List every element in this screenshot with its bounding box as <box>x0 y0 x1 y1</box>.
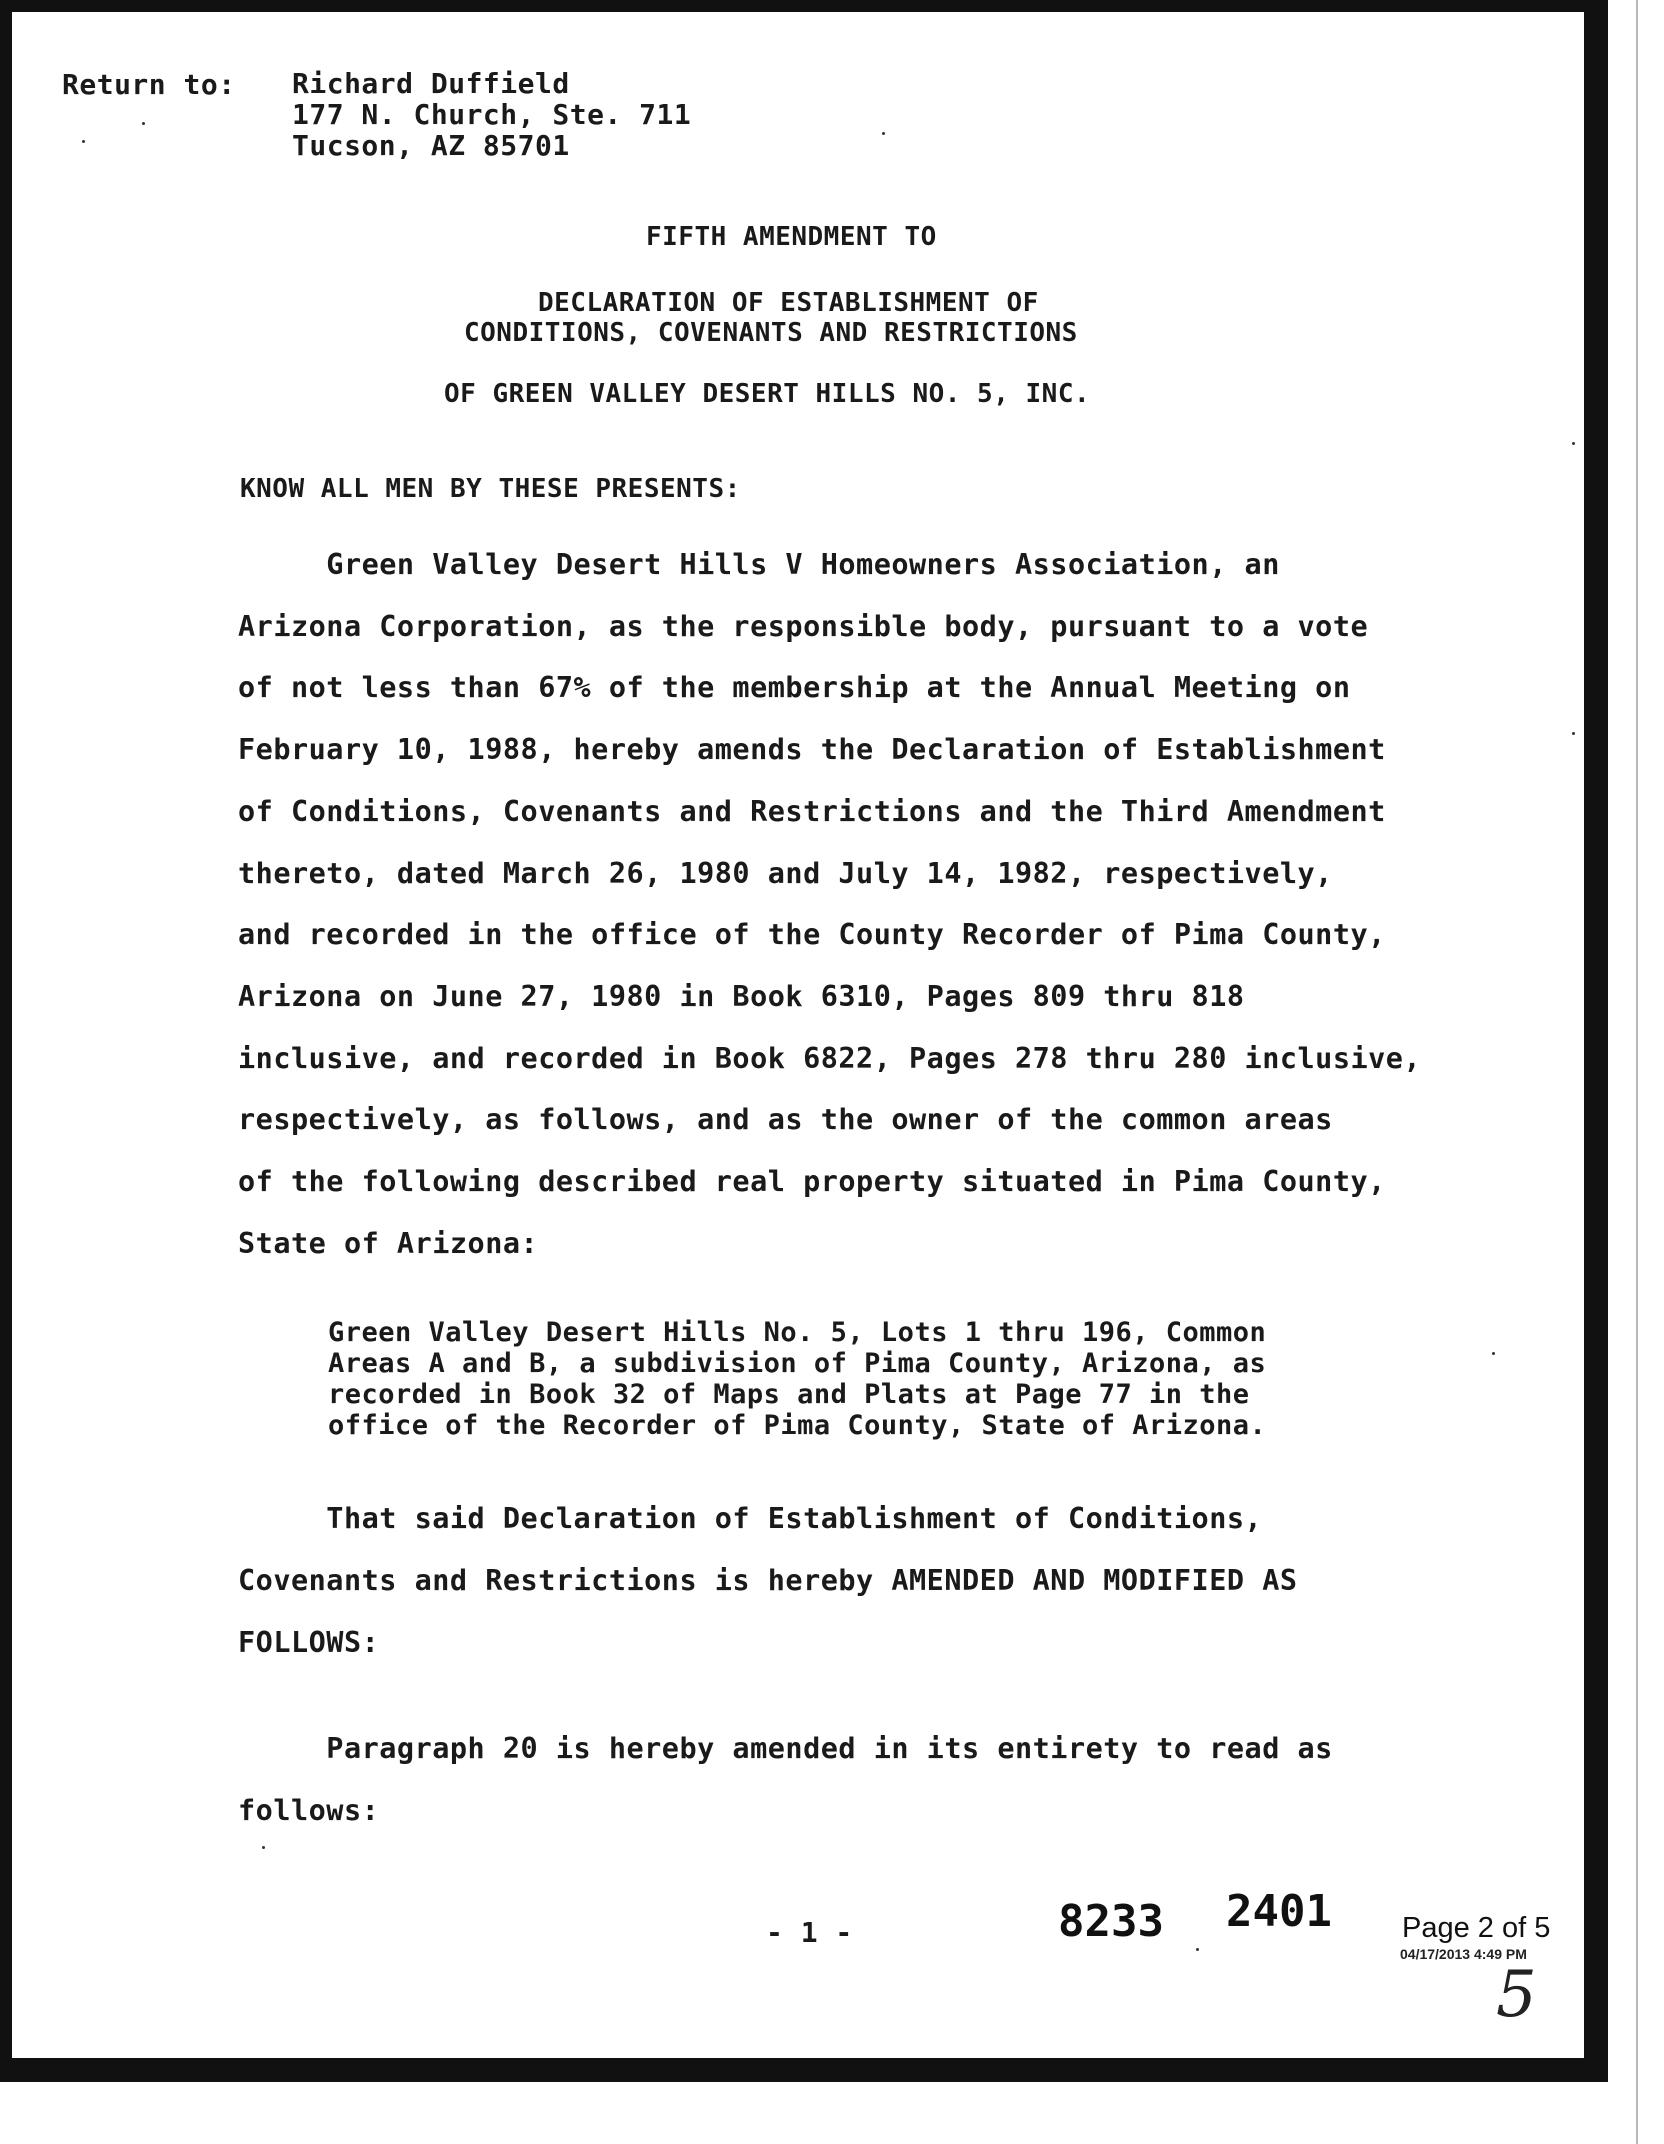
legal-description-line: Areas A and B, a subdivision of Pima County, Arizona, as <box>328 1348 1267 1379</box>
paragraph-1-line: State of Arizona: <box>238 1227 539 1260</box>
paragraph-1-line: of not less than 67% of the membership at the Annual Meeting on <box>238 671 1351 704</box>
scan-speck <box>1492 1352 1495 1355</box>
paragraph-2-line: Covenants and Restrictions is hereby AMENDED AND MODIFIED AS <box>238 1564 1298 1597</box>
recording-page-number: 2401 <box>1226 1886 1332 1937</box>
page-of-indicator: Page 2 of 5 <box>1402 1912 1551 1944</box>
paragraph-3-line: follows: <box>238 1794 380 1827</box>
paragraph-1-line: of Conditions, Covenants and Restrictions and the Third Amendment <box>238 795 1386 828</box>
scan-edge-line <box>1636 0 1638 2144</box>
return-address-street: 177 N. Church, Ste. 711 <box>292 98 692 131</box>
paragraph-1-line: and recorded in the office of the County Recorder of Pima County, <box>238 918 1386 951</box>
document-title-line-3: CONDITIONS, COVENANTS AND RESTRICTIONS <box>464 318 1078 348</box>
paragraph-1-line: February 10, 1988, hereby amends the Declaration of Establishment <box>238 733 1386 766</box>
paragraph-2-line: That said Declaration of Establishment of Conditions, <box>238 1502 1263 1535</box>
paragraph-1-line: Arizona Corporation, as the responsible body, pursuant to a vote <box>238 610 1369 643</box>
scan-border-left <box>0 0 12 2082</box>
scan-speck <box>1572 442 1575 445</box>
paragraph-2-line: FOLLOWS: <box>238 1626 380 1659</box>
legal-description-line: Green Valley Desert Hills No. 5, Lots 1 thru 196, Common <box>328 1317 1267 1348</box>
scan-speck <box>142 122 145 125</box>
scan-speck <box>882 132 885 135</box>
return-to-label: Return to: <box>62 68 236 101</box>
page-number: - 1 - <box>766 1916 853 1949</box>
print-timestamp: 04/17/2013 4:49 PM <box>1400 1946 1527 1962</box>
paragraph-1-line: of the following described real property situated in Pima County, <box>238 1165 1386 1198</box>
paragraph-1-line: respectively, as follows, and as the owner of the common areas <box>238 1103 1333 1136</box>
return-address-name: Richard Duffield <box>292 67 570 100</box>
handwritten-mark: 5 <box>1496 1958 1537 2032</box>
paragraph-1-line: inclusive, and recorded in Book 6822, Pages 278 thru 280 inclusive, <box>238 1042 1422 1075</box>
scan-speck <box>82 140 85 143</box>
scan-border-bottom <box>0 2058 1608 2082</box>
scan-border-top <box>0 0 1600 12</box>
paragraph-1-line: Green Valley Desert Hills V Homeowners Association, an <box>238 548 1280 581</box>
document-title-line-1: FIFTH AMENDMENT TO <box>646 222 937 252</box>
paragraph-1-line: Arizona on June 27, 1980 in Book 6310, Pages 809 thru 818 <box>238 980 1245 1013</box>
know-all-men-heading: KNOW ALL MEN BY THESE PRESENTS: <box>240 474 741 504</box>
scan-border-right <box>1584 0 1608 2082</box>
recording-book-number: 8233 <box>1058 1896 1164 1947</box>
legal-description-line: office of the Recorder of Pima County, State of Arizona. <box>328 1410 1267 1441</box>
document-title-line-4: OF GREEN VALLEY DESERT HILLS NO. 5, INC. <box>444 379 1091 409</box>
document-title-line-2: DECLARATION OF ESTABLISHMENT OF <box>538 288 1039 318</box>
scan-speck <box>1572 732 1575 735</box>
document-body <box>12 12 1584 2058</box>
paragraph-3-line: Paragraph 20 is hereby amended in its entirety to read as <box>238 1732 1333 1765</box>
scan-speck <box>262 1846 265 1849</box>
return-address-city: Tucson, AZ 85701 <box>292 129 570 162</box>
legal-description-line: recorded in Book 32 of Maps and Plats at Page 77 in the <box>328 1379 1250 1410</box>
scan-speck <box>1196 1948 1199 1951</box>
paragraph-1-line: thereto, dated March 26, 1980 and July 14, 1982, respectively, <box>238 857 1333 890</box>
